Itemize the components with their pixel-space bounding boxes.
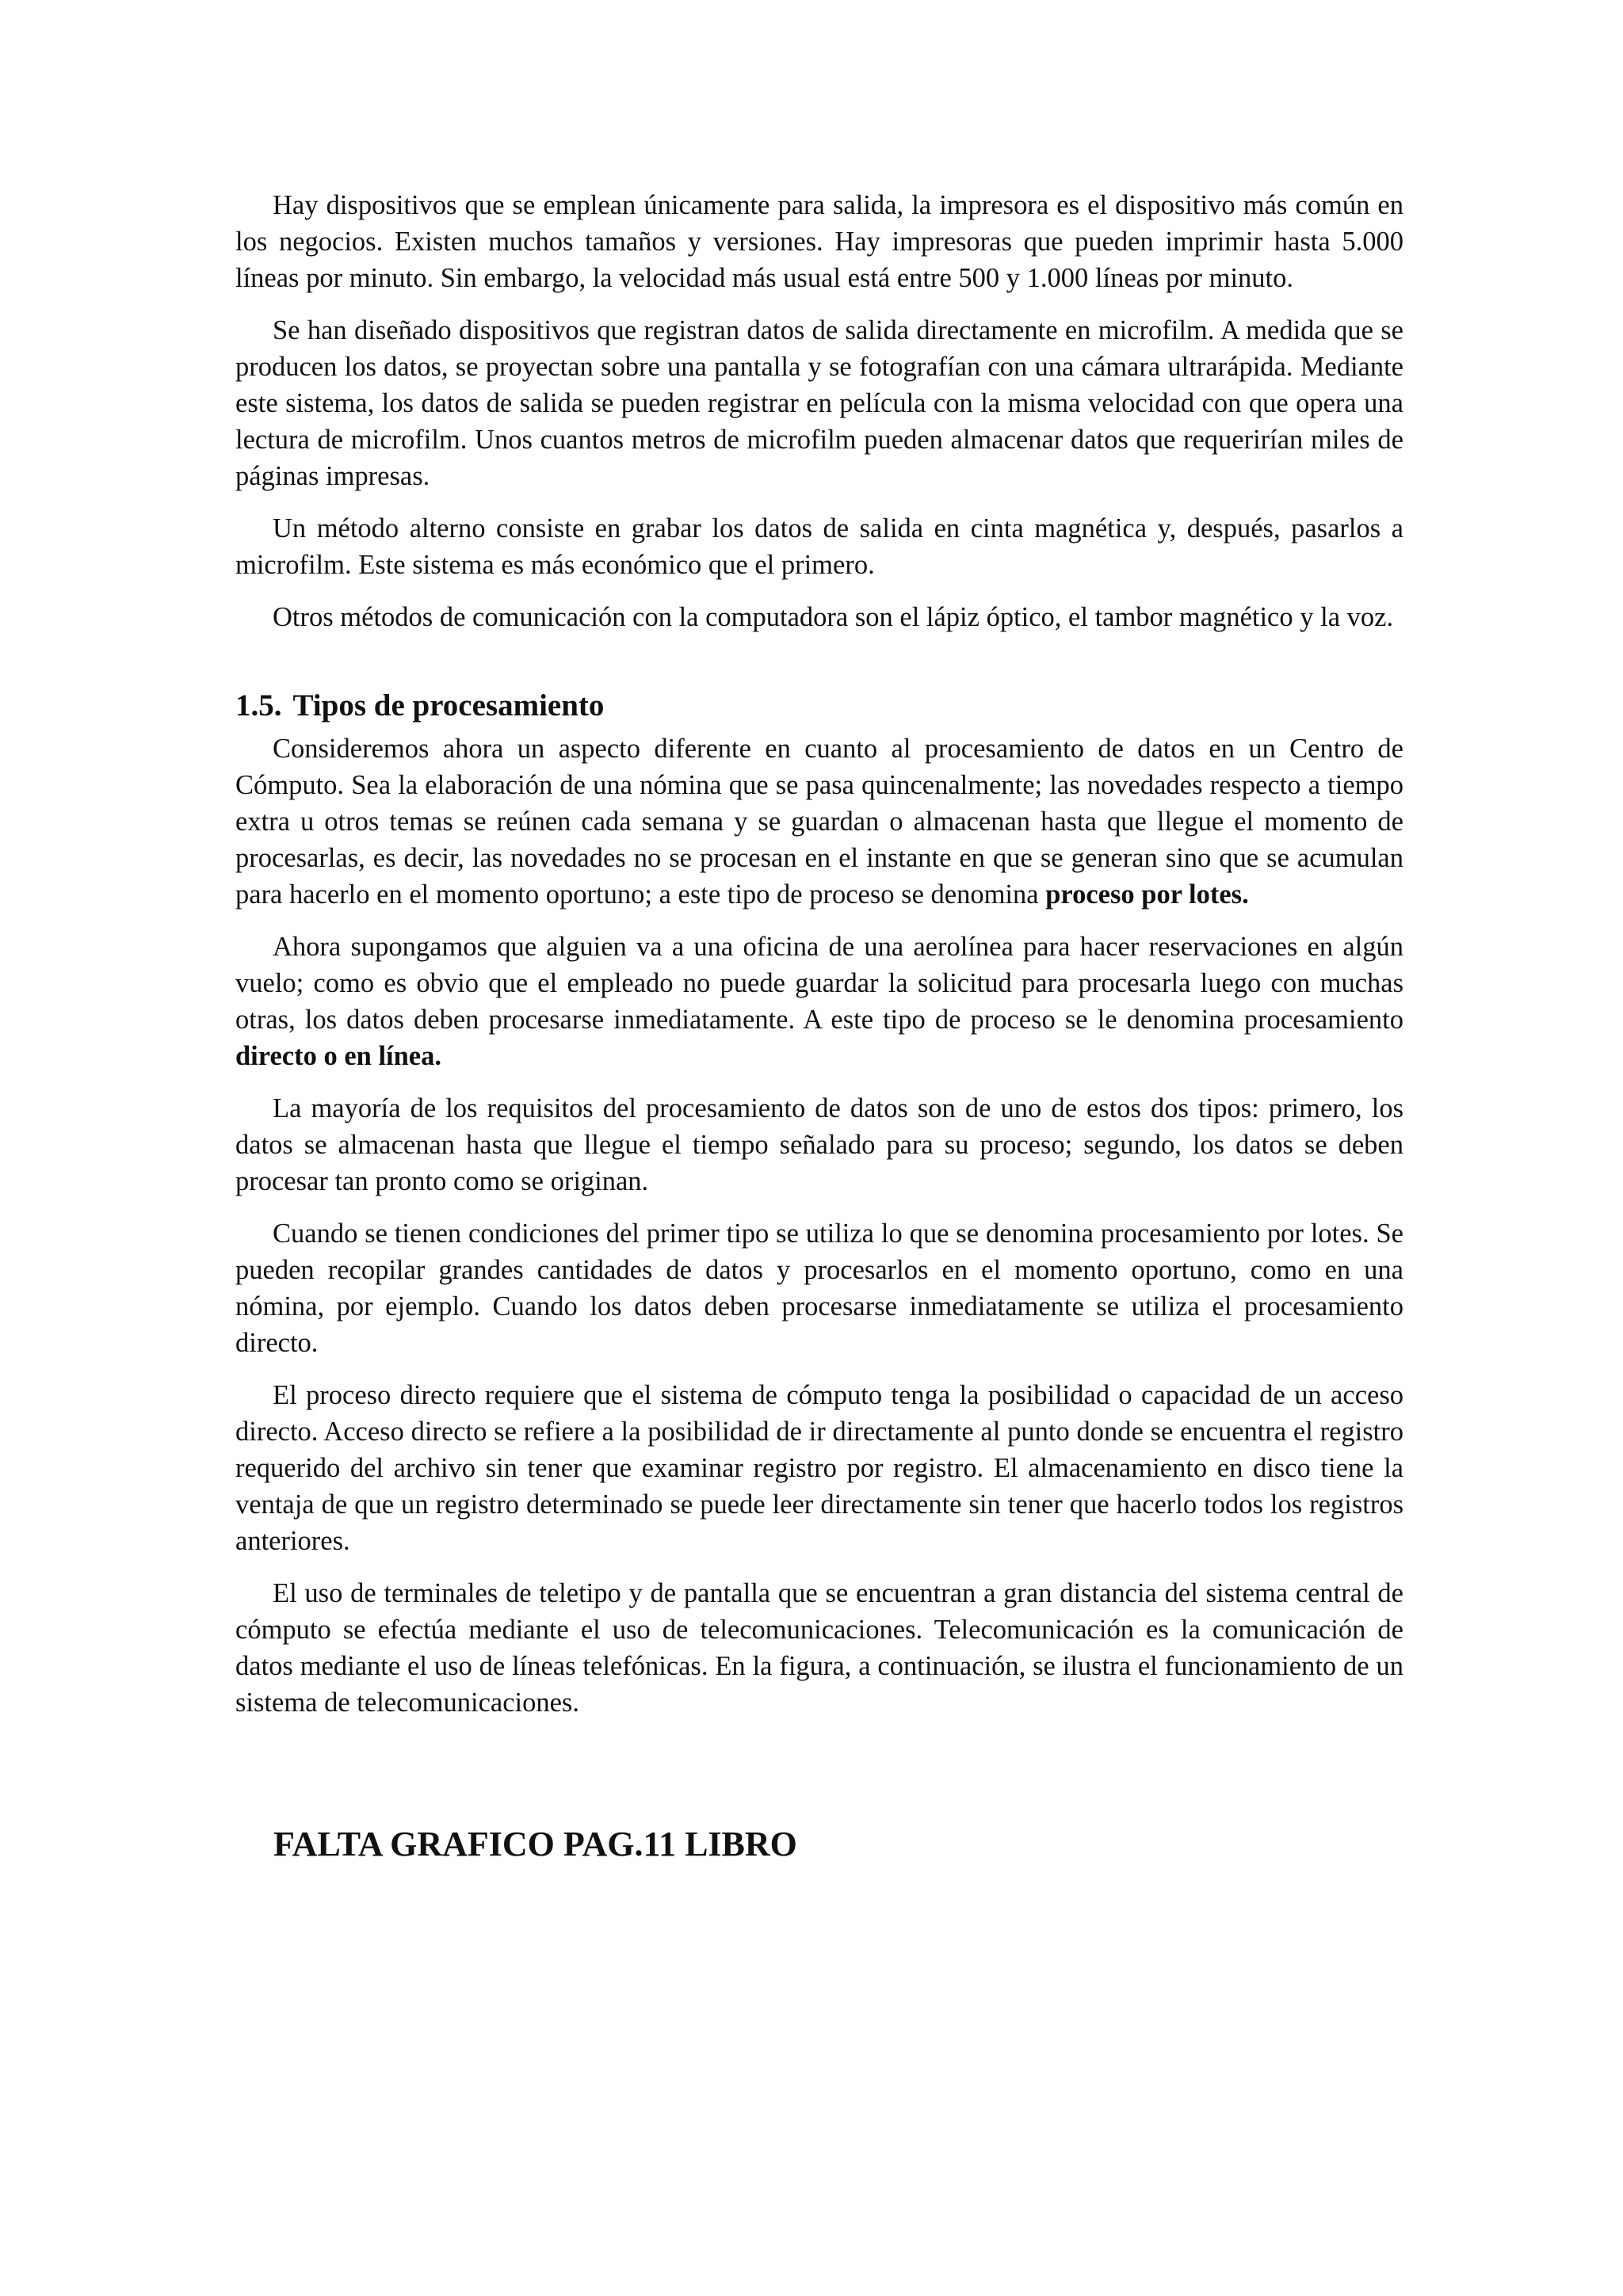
section-number: 1.5. <box>235 688 282 723</box>
batch-text: Consideremos ahora un aspecto diferente en cuanto al procesamiento de datos en un Centro de Cómputo. Sea la elaboración de una nómina que se pasa quincenalmente; las novedades respecto a tiempo extra u otros temas se reúnen cada semana y se guardan o almacenan hasta que llegue el momento de procesarlas, es decir, las novedades no se procesan en el instante en que se generan sino que se acumulan para hacerlo en el momento oportuno; a este tipo de proceso se denomina <box>235 734 1403 910</box>
online-text: Ahora supongamos que alguien va a una oficina de una aerolínea para hacer reservaciones en algún vuelo; como es obvio que el empleado no puede guardar la solicitud para procesarla luego con muchas otras, los datos deben procesarse inmediatamente. A este tipo de proceso se le denomina procesamiento <box>235 932 1403 1035</box>
paragraph-microfilm: Se han diseñado dispositivos que registran datos de salida directamente en microfilm. A medida que se producen los datos, se proyectan sobre una pantalla y se fotografían con una cámara ultrarápida. Mediante este sistema, los datos de salida se pueden registrar en película con la misma velocidad con que opera una lectura de microfilm. Unos cuantos metros de microfilm pueden almacenar datos que requerirían miles de páginas impresas. <box>235 315 1403 491</box>
paragraph-online-processing <box>235 929 1403 1074</box>
missing-figure-note: FALTA GRAFICO PAG.11 LIBRO <box>273 1825 797 1863</box>
paragraph-batch-processing <box>235 730 1403 913</box>
paragraph-direct-access: El proceso directo requiere que el sistema de cómputo tenga la posibilidad o capacidad de un acceso directo. Acceso directo se refiere a la posibilidad de ir directamente al punto donde se encuentra el registro requerido del archivo sin tener que examinar registro por registro. El almacenamiento en disco tiene la ventaja de que un registro determinado se puede leer directamente sin tener que hacerlo todos los registros anteriores. <box>235 1380 1403 1556</box>
paragraph-telecommunications: El uso de terminales de teletipo y de pantalla que se encuentran a gran distancia del sistema central de cómputo se efectúa mediante el uso de telecomunicaciones. Telecomunicación es la comunicación de datos mediante el uso de líneas telefónicas. En la figura, a continuación, se ilustra el funcionamiento de un sistema de telecomunicaciones. <box>235 1578 1403 1718</box>
document-page <box>235 187 1403 1867</box>
batch-term: proceso por lotes. <box>1045 879 1249 910</box>
section-heading <box>235 686 1403 726</box>
section-title: Tipos de procesamiento <box>292 688 605 723</box>
paragraph-batch-conditions: Cuando se tienen condiciones del primer tipo se utiliza lo que se denomina procesamiento por lotes. Se pueden recopilar grandes cantidades de datos y procesarlos en el momento oportuno, como en una nómina, por ejemplo. Cuando los datos deben procesarse inmediatamente se utiliza el procesamiento directo. <box>235 1219 1403 1358</box>
online-term: directo o en línea. <box>235 1041 441 1071</box>
paragraph-other-methods: Otros métodos de comunicación con la computadora son el lápiz óptico, el tambor magnético y la voz. <box>273 602 1394 632</box>
paragraph-magnetic-tape: Un método alterno consiste en grabar los datos de salida en cinta magnética y, después, pasarlos a microfilm. Este sistema es más económico que el primero. <box>235 513 1403 580</box>
paragraph-printers: Hay dispositivos que se emplean únicamente para salida, la impresora es el dispositivo más común en los negocios. Existen muchos tamaños y versiones. Hay impresoras que pueden imprimir hasta 5.000 líneas por minuto. Sin embargo, la velocidad más usual está entre 500 y 1.000 líneas por minuto. <box>235 190 1403 293</box>
paragraph-requirement-types: La mayoría de los requisitos del procesamiento de datos son de uno de estos dos tipos: primero, los datos se almacenan hasta que llegue el tiempo señalado para su proceso; segundo, los datos se deben procesar tan pronto como se originan. <box>235 1093 1403 1196</box>
